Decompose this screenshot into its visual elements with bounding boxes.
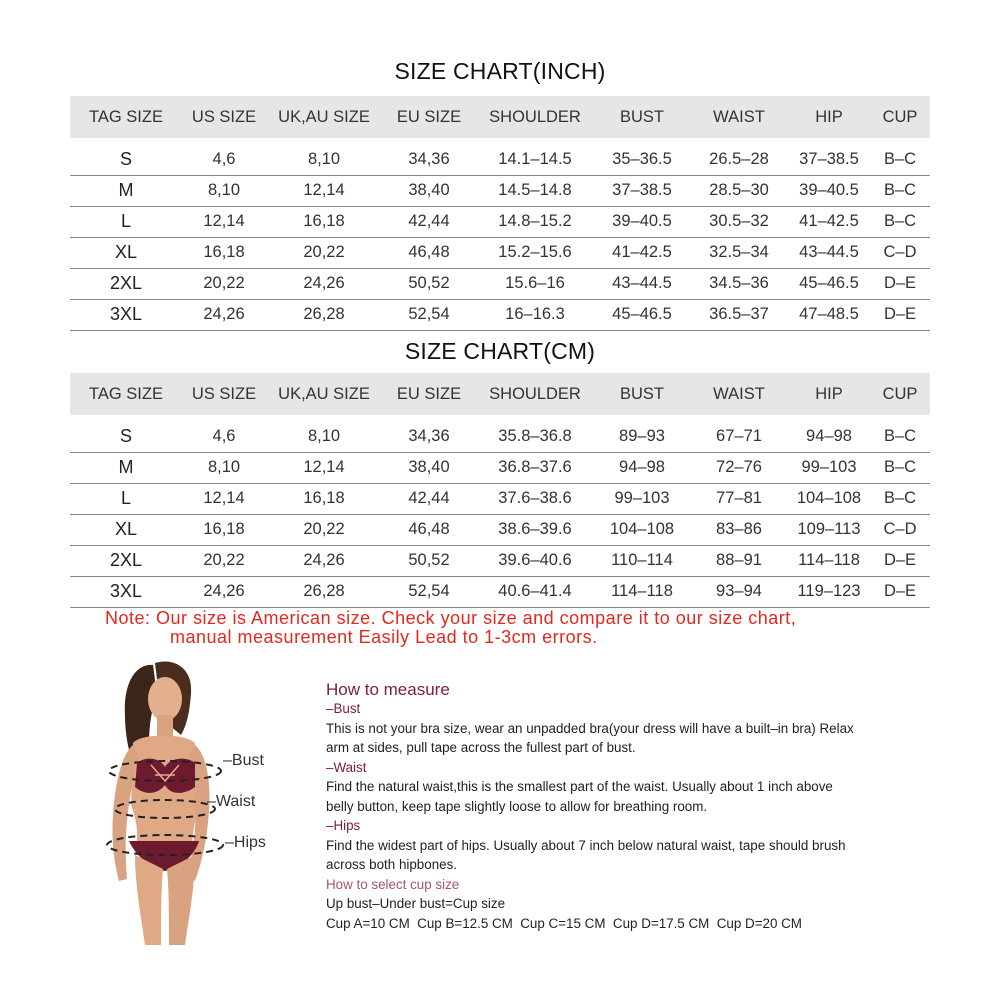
bust-text-2: arm at sides, pull tape across the fullest part of bust. [326,740,636,755]
cm-table-cell: 24,26 [266,545,382,576]
inch-table-cell: 12,14 [182,206,266,237]
cm-table-row [70,514,930,545]
inch-table-body [70,138,930,330]
inch-table-cell: 34.5–36 [690,268,788,299]
inch-header-cell: WAIST [690,96,788,138]
inch-table-cell: B–C [870,138,930,175]
cm-table-cell: 104–108 [788,483,870,514]
cm-table-cell: C–D [870,514,930,545]
inch-table-cell: 8,10 [266,138,382,175]
inch-header-cell: CUP [870,96,930,138]
cm-table-cell: 52,54 [382,576,476,607]
cup-values: Cup A=10 CM Cup B=12.5 CM Cup C=15 CM Cup D=17.5 CM Cup D=20 CM [326,915,802,931]
inch-table-cell: 41–42.5 [788,206,870,237]
inch-table-cell: 39–40.5 [788,175,870,206]
inch-table-cell: 14.1–14.5 [476,138,594,175]
figure-waist-label: –Waist [207,793,256,810]
inch-header-row [70,96,930,138]
waist-text-1: Find the natural waist,this is the smallest part of the waist. Usually about 1 inch above [326,779,833,794]
cm-table-cell: 93–94 [690,576,788,607]
cm-table-cell: 8,10 [182,452,266,483]
cm-table-cell: 94–98 [788,415,870,452]
inch-table-cell: 36.5–37 [690,299,788,330]
cm-table-cell: 72–76 [690,452,788,483]
cm-table-cell: 114–118 [594,576,690,607]
inch-header-cell: UK,AU SIZE [266,96,382,138]
inch-table-cell: D–E [870,299,930,330]
inch-table-cell: 20,22 [266,237,382,268]
inch-table-cell: 3XL [70,299,182,330]
cm-table-row [70,545,930,576]
inch-table-cell: 15.6–16 [476,268,594,299]
cm-table-cell: 12,14 [182,483,266,514]
cm-table-cell: 50,52 [382,545,476,576]
inch-header-cell: SHOULDER [476,96,594,138]
cm-table-cell: 67–71 [690,415,788,452]
cup-size-title: How to select cup size [326,876,460,892]
cm-table-cell: 38,40 [382,452,476,483]
inch-chart-title: SIZE CHART(INCH) [394,58,606,84]
inch-table-cell: C–D [870,237,930,268]
cm-size-table [70,373,930,608]
inch-table-cell: 43–44.5 [594,268,690,299]
inch-table-cell: 37–38.5 [788,138,870,175]
cm-header-cell: SHOULDER [476,373,594,415]
inch-table-row [70,175,930,206]
cm-table-cell: 20,22 [182,545,266,576]
inch-table-cell: 16–16.3 [476,299,594,330]
inch-table-cell: 37–38.5 [594,175,690,206]
cm-table-cell: 34,36 [382,415,476,452]
inch-table-cell: 52,54 [382,299,476,330]
inch-table-cell: 16,18 [182,237,266,268]
inch-table-cell: 4,6 [182,138,266,175]
inch-table-cell: 8,10 [182,175,266,206]
how-to-measure-heading: How to measure [326,680,450,699]
cm-table-cell: S [70,415,182,452]
cm-header-cell: US SIZE [182,373,266,415]
cm-table-cell: 83–86 [690,514,788,545]
cm-table-cell: 114–118 [788,545,870,576]
cm-table-cell: 3XL [70,576,182,607]
note-line-1: Note: Our size is American size. Check your size and compare it to our size chart, [105,608,797,628]
size-note [105,609,925,647]
inch-table-row [70,206,930,237]
inch-table-cell: 46,48 [382,237,476,268]
inch-table-cell: 50,52 [382,268,476,299]
inch-table-row [70,237,930,268]
cm-table-cell: 39.6–40.6 [476,545,594,576]
bust-text-1: This is not your bra size, wear an unpadded bra(your dress will have a built–in bra) Relax [326,720,854,736]
model-figure [95,655,315,945]
inch-table-row [70,268,930,299]
cm-header-cell: HIP [788,373,870,415]
cm-table-cell: 16,18 [266,483,382,514]
inch-table-cell: 34,36 [382,138,476,175]
note-line-2: manual measurement Easily Lead to 1-3cm errors. [170,627,598,647]
cm-header-cell: CUP [870,373,930,415]
cm-table-cell: 109–113 [788,514,870,545]
cm-table-cell: 8,10 [266,415,382,452]
inch-table-cell: B–C [870,175,930,206]
cm-table-cell: 26,28 [266,576,382,607]
cm-header-cell: WAIST [690,373,788,415]
cm-table-cell: 94–98 [594,452,690,483]
inch-table-cell: 26.5–28 [690,138,788,175]
cup-formula: Up bust–Under bust=Cup size [326,896,506,911]
cm-table-row [70,576,930,607]
cm-table-cell: XL [70,514,182,545]
cm-table-cell: 77–81 [690,483,788,514]
bust-title: –Bust [326,701,361,716]
inch-size-table [70,96,930,331]
inch-table-cell: 28.5–30 [690,175,788,206]
cm-table-cell: 88–91 [690,545,788,576]
inch-table-cell: 35–36.5 [594,138,690,175]
cm-chart-title: SIZE CHART(CM) [404,338,596,364]
inch-table-cell: 32.5–34 [690,237,788,268]
inch-table-cell: 20,22 [182,268,266,299]
cm-table-cell: 42,44 [382,483,476,514]
inch-table-cell: 38,40 [382,175,476,206]
cm-table-cell: 104–108 [594,514,690,545]
inch-header-cell: BUST [594,96,690,138]
waist-title: –Waist [326,759,367,775]
inch-table-cell: S [70,138,182,175]
cm-table-row [70,483,930,514]
waist-text-2: belly button, keep tape slightly loose to allow for breathing room. [326,798,708,814]
cm-table-cell: B–C [870,452,930,483]
cm-table-cell: 24,26 [182,576,266,607]
inch-table-cell: 43–44.5 [788,237,870,268]
hips-text-2: across both hipbones. [326,857,458,872]
inch-table-cell: L [70,206,182,237]
cm-header-cell: UK,AU SIZE [266,373,382,415]
cm-table-cell: 4,6 [182,415,266,452]
inch-table-row [70,299,930,330]
inch-header-cell: US SIZE [182,96,266,138]
inch-table-cell: 14.5–14.8 [476,175,594,206]
cm-table-cell: D–E [870,545,930,576]
cm-header-cell: BUST [594,373,690,415]
cm-table-cell: 36.8–37.6 [476,452,594,483]
cm-table-cell: 2XL [70,545,182,576]
inch-table-cell: 45–46.5 [788,268,870,299]
how-to-measure-section [326,680,946,933]
figure-bust-label: –Bust [223,752,264,769]
cm-table-cell: 89–93 [594,415,690,452]
inch-table-cell: 45–46.5 [594,299,690,330]
model-illustration [95,655,315,945]
cm-table-cell: 37.6–38.6 [476,483,594,514]
inch-table-cell: XL [70,237,182,268]
inch-table-cell: 15.2–15.6 [476,237,594,268]
inch-table-cell: 2XL [70,268,182,299]
cm-table-cell: 110–114 [594,545,690,576]
cm-table-cell: B–C [870,415,930,452]
inch-table-cell: 30.5–32 [690,206,788,237]
cm-table-cell: 12,14 [266,452,382,483]
cm-table-cell: L [70,483,182,514]
cm-table-cell: 99–103 [594,483,690,514]
inch-table-cell: 12,14 [266,175,382,206]
inch-table-cell: 26,28 [266,299,382,330]
cm-table-cell: D–E [870,576,930,607]
cm-table-cell: 119–123 [788,576,870,607]
hips-text-1: Find the widest part of hips. Usually about 7 inch below natural waist, tape should brush [326,837,846,853]
cm-table-body [70,415,930,607]
inch-table-cell: 16,18 [266,206,382,237]
cm-table-cell: 38.6–39.6 [476,514,594,545]
cm-header-cell: TAG SIZE [70,373,182,415]
inch-table-cell: 39–40.5 [594,206,690,237]
inch-table-row [70,138,930,175]
cm-table-cell: 16,18 [182,514,266,545]
inch-table-cell: 47–48.5 [788,299,870,330]
inch-table-cell: 41–42.5 [594,237,690,268]
cm-table-cell: 99–103 [788,452,870,483]
inch-table-cell: 42,44 [382,206,476,237]
inch-header-cell: EU SIZE [382,96,476,138]
cm-table-cell: M [70,452,182,483]
figure-hips-label: –Hips [225,834,266,851]
cm-header-cell: EU SIZE [382,373,476,415]
cm-table-cell: 35.8–36.8 [476,415,594,452]
inch-header-cell: HIP [788,96,870,138]
hips-title: –Hips [326,818,361,833]
cm-table-row [70,452,930,483]
cm-table-row [70,415,930,452]
cm-table-cell: 46,48 [382,514,476,545]
cm-table-cell: 40.6–41.4 [476,576,594,607]
cm-table-cell: B–C [870,483,930,514]
inch-table-cell: D–E [870,268,930,299]
cm-table-cell: 20,22 [266,514,382,545]
inch-table-cell: 24,26 [266,268,382,299]
inch-table-cell: 14.8–15.2 [476,206,594,237]
inch-header-cell: TAG SIZE [70,96,182,138]
inch-table-cell: M [70,175,182,206]
inch-table-cell: 24,26 [182,299,266,330]
inch-table-cell: B–C [870,206,930,237]
cm-header-row [70,373,930,415]
